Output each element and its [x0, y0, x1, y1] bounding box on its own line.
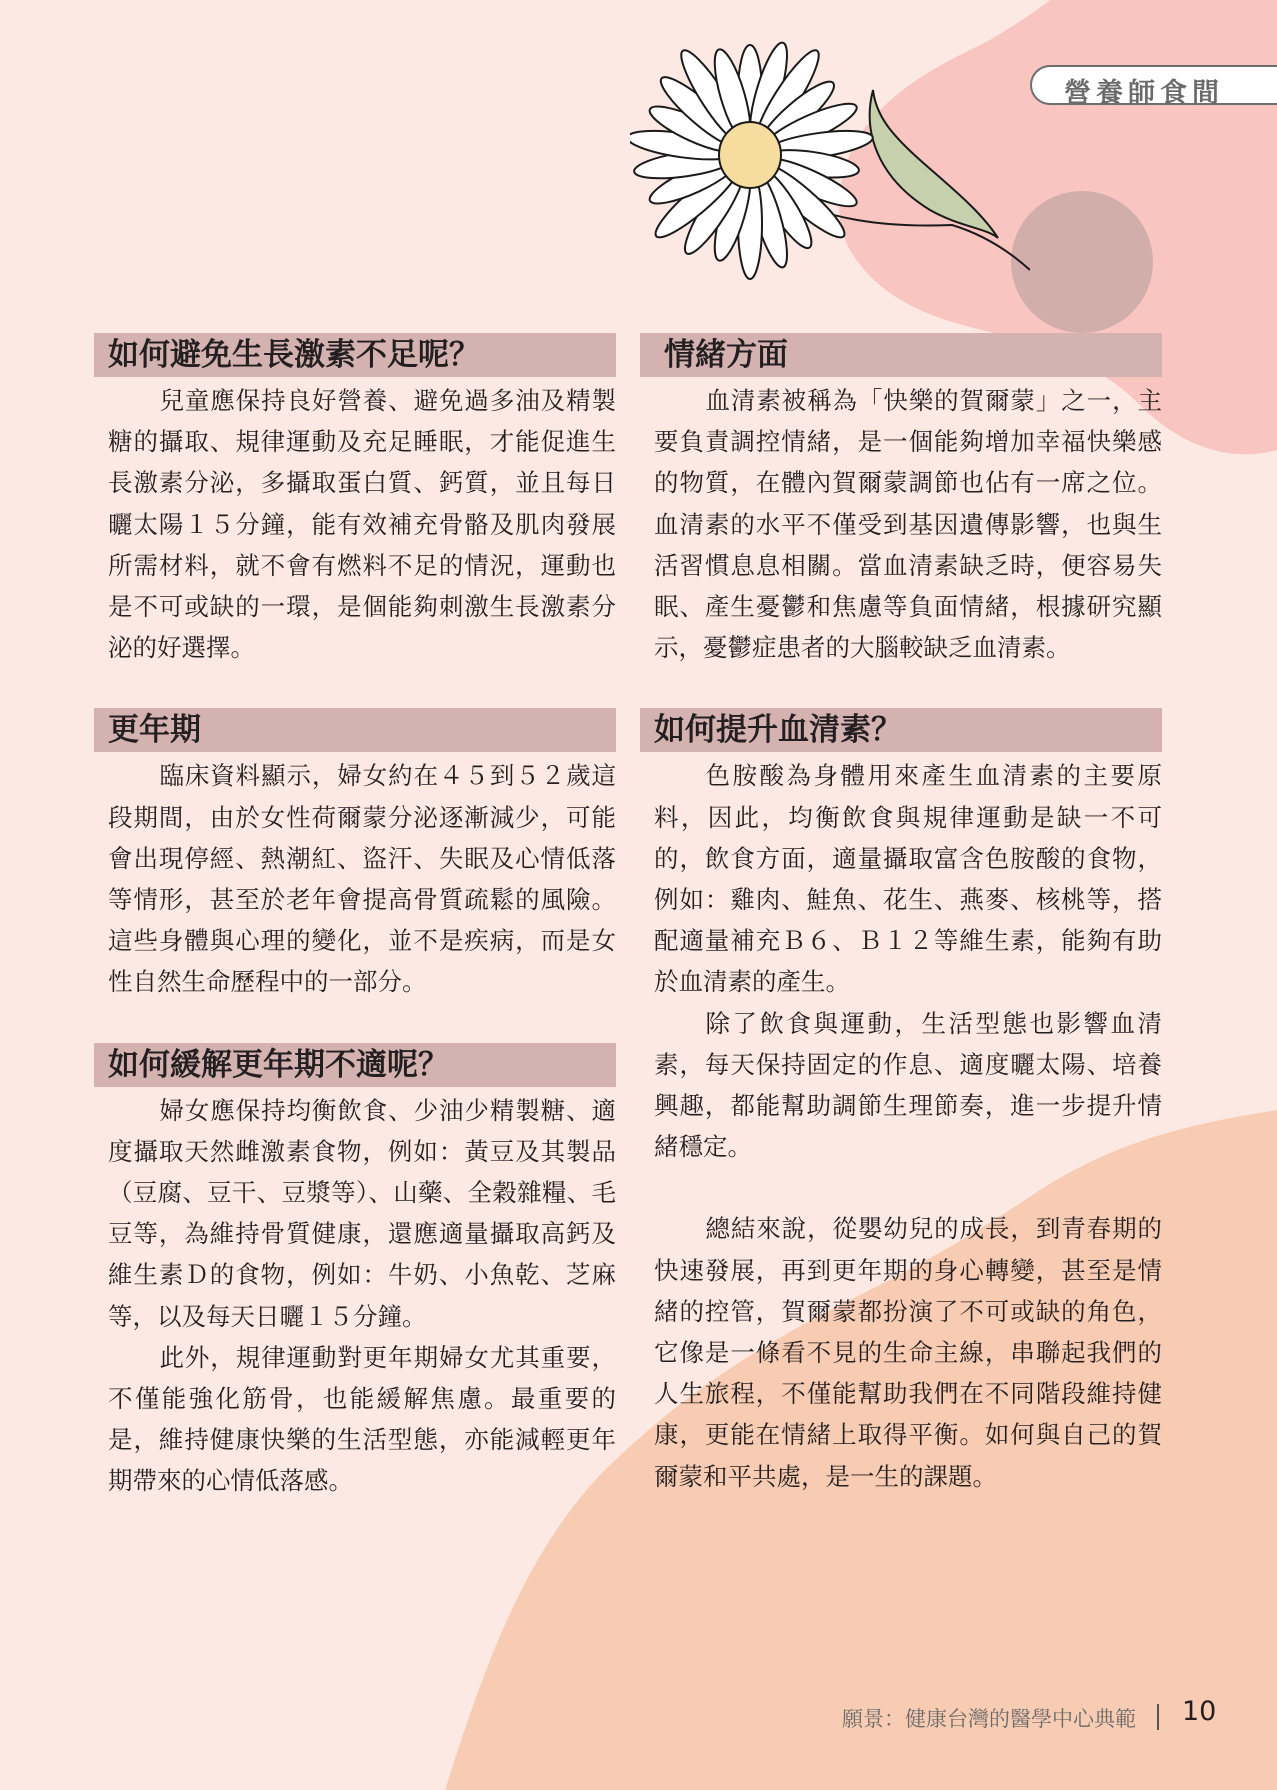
flower-center [719, 122, 781, 188]
paragraph-menopause-relief-1: 婦女應保持均衡飲食、少油少精製糖、適度攝取天然雌激素食物，例如：黃豆及其製品（豆腐、豆干、豆漿等）、山藥、全穀雜糧、毛豆等，為維持骨質健康，還應適量攝取高鈣及維生素Ｄ的食物，例如：牛奶、小魚乾、芝麻等，以及每天日曬１５分鐘。 [108, 1095, 616, 1331]
flower-leaf [870, 90, 998, 238]
footer-divider [1157, 1704, 1159, 1730]
page-number: 10 [1182, 1696, 1217, 1727]
mauve-circle [1011, 191, 1153, 333]
section-tag [1030, 65, 1277, 109]
heading-growth-hormone: 如何避免生長激素不足呢？ [94, 333, 616, 377]
paragraph-menopause-relief-2: 此外，規律運動對更年期婦女尤其重要，不僅能強化筋骨，也能緩解焦慮。最重要的是，維持健康快樂的生活型態，亦能減輕更年期帶來的心情低落感。 [108, 1342, 616, 1496]
left-column [108, 333, 616, 1502]
section-tag-label: 營養師食間 [1064, 78, 1224, 109]
heading-emotion: 情緒方面 [640, 333, 1162, 377]
heading-menopause-relief: 如何緩解更年期不適呢？ [94, 1043, 616, 1087]
footer [842, 1703, 1136, 1733]
paragraph-serotonin-2: 除了飲食與運動，生活型態也影響血清素，每天保持固定的作息、適度曬太陽、培養興趣，都能幫助調節生理節奏，進一步提升情緒穩定。 [654, 1008, 1162, 1162]
paragraph-growth-hormone: 兒童應保持良好營養、避免過多油及精製糖的攝取、規律運動及充足睡眠，才能促進生長激素分泌，多攝取蛋白質、鈣質，並且每日曬太陽１５分鐘，能有效補充骨骼及肌肉發展所需材料，就不會有燃料不足的情況，運動也是不可或缺的一環，是個能夠刺激生長激素分泌的好選擇。 [108, 386, 616, 663]
paragraph-serotonin-1: 色胺酸為身體用來產生血清素的主要原料，因此，均衡飲食與規律運動是缺一不可的，飲食方面，適量攝取富含色胺酸的食物，例如：雞肉、鮭魚、花生、燕麥、核桃等，搭配適量補充Ｂ６、Ｂ１２等維生素，能夠有助於血清素的產生。 [654, 761, 1162, 997]
heading-menopause: 更年期 [94, 708, 616, 752]
paragraph-conclusion: 總結來說，從嬰幼兒的成長，到青春期的快速發展，再到更年期的身心轉變，甚至是情緒的控管，賀爾蒙都扮演了不可或缺的角色，它像是一條看不見的生命主線，串聯起我們的人生旅程，不僅能幫助我們在不同階段維持健康，更能在情緒上取得平衡。如何與自己的賀爾蒙和平共處，是一生的課題。 [654, 1214, 1162, 1491]
paragraph-emotion: 血清素被稱為「快樂的賀爾蒙」之一，主要負責調控情緒，是一個能夠增加幸福快樂感的物質，在體內賀爾蒙調節也佔有一席之位。血清素的水平不僅受到基因遺傳影響，也與生活習慣息息相關。當血清素缺乏時，便容易失眠、產生憂鬱和焦慮等負面情緒，根據研究顯示，憂鬱症患者的大腦較缺乏血清素。 [654, 386, 1162, 663]
footer-text: 願景：健康台灣的醫學中心典範 [842, 1707, 1136, 1731]
right-column [654, 333, 1162, 1497]
daisy-illustration [630, 20, 1030, 300]
paragraph-menopause: 臨床資料顯示，婦女約在４５到５２歲這段期間，由於女性荷爾蒙分泌逐漸減少，可能會出現停經、熱潮紅、盜汗、失眠及心情低落等情形，甚至於老年會提高骨質疏鬆的風險。這些身體與心理的變化，並不是疾病，而是女性自然生命歷程中的一部分。 [108, 761, 616, 997]
heading-serotonin: 如何提升血清素？ [640, 708, 1162, 752]
